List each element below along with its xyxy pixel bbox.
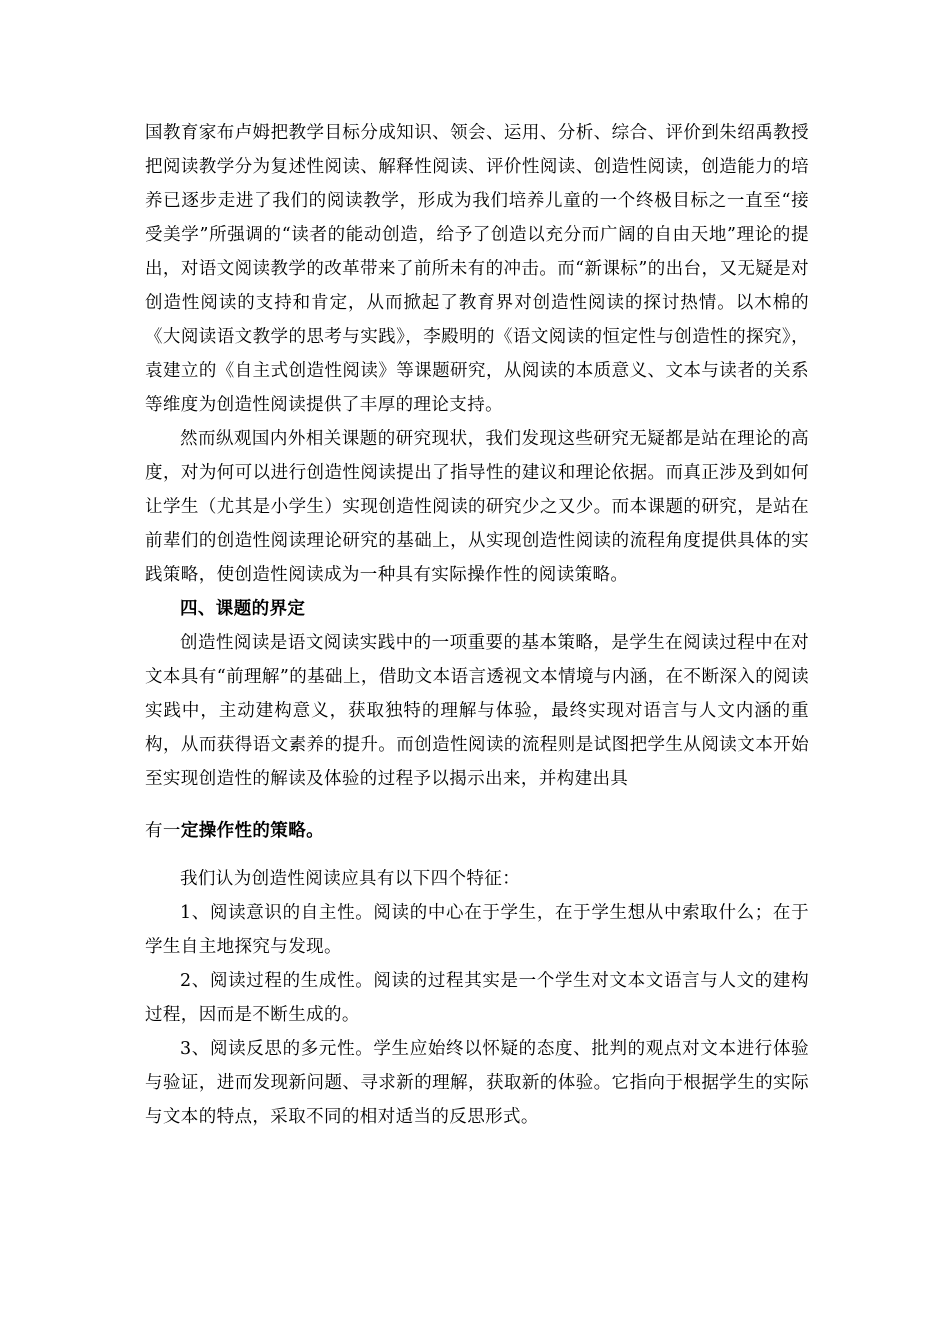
paragraph-definition-tail xyxy=(145,814,809,848)
paragraph-features-intro: 我们认为创造性阅读应具有以下四个特征： xyxy=(180,869,521,889)
paragraph-definition: 创造性阅读是语文阅读实践中的一项重要的基本策略，是学生在阅读过程中在对文本具有“前理解”的基础上，借助文本语言透视文本情境与内涵，在不断深入的阅读实践中，主动建构意义，获取独特的理解与体验，最终实现对语言与人文内涵的重构，从而获得语文素养的提升。而创造性阅读的流程则是试图把学生从阅读文本开始至实现创造性的解读及体验的过程予以揭示出来，并构建出具 xyxy=(145,633,809,789)
paragraph-feature-1: 1、阅读意识的自主性。阅读的中心在于学生，在于学生想从中索取什么；在于学生自主地探究与发现。 xyxy=(145,903,809,957)
document-page xyxy=(145,116,809,1134)
paragraph-feature-2: 2、阅读过程的生成性。阅读的过程其实是一个学生对文本文语言与人文的建构过程，因而是不断生成的。 xyxy=(145,971,809,1025)
paragraph-research-status: 然而纵观国内外相关课题的研究现状，我们发现这些研究无疑都是站在理论的高度，对为何可以进行创造性阅读提出了指导性的建议和理论依据。而真正涉及到如何让学生（尤其是小学生）实现创造性阅读的研究少之又少。而本课题的研究，是站在前辈们的创造性阅读理论研究的基础上，从实现创造性阅读的流程角度提供具体的实践策略，使创造性阅读成为一种具有实际操作性的阅读策略。 xyxy=(145,429,809,585)
section-heading-definition: 四、课题的界定 xyxy=(180,599,306,619)
tail-text-bold: 定操作性的策略。 xyxy=(180,821,325,841)
paragraph-background: 国教育家布卢姆把教学目标分成知识、领会、运用、分析、综合、评价到朱绍禹教授把阅读教学分为复述性阅读、解释性阅读、评价性阅读、创造性阅读，创造能力的培养已逐步走进了我们的阅读教学，形成为我们培养儿童的一个终极目标之一直至“接受美学”所强调的“读者的能动创造，给予了创造以充分而广阔的自由天地”理论的提出，对语文阅读教学的改革带来了前所未有的冲击。而“新课标”的出台，又无疑是对创造性阅读的支持和肯定，从而掀起了教育界对创造性阅读的探讨热情。以木棉的《大阅读语文教学的思考与实践》，李殿明的《语文阅读的恒定性与创造性的探究》，袁建立的《自主式创造性阅读》等课题研究，从阅读的本质意义、文本与读者的关系等维度为创造性阅读提供了丰厚的理论支持。 xyxy=(145,123,809,415)
paragraph-feature-3: 3、阅读反思的多元性。学生应始终以怀疑的态度、批判的观点对文本进行体验与验证，进而发现新问题、寻求新的理解，获取新的体验。它指向于根据学生的实际与文本的特点，采取不同的相对适当的反思形式。 xyxy=(145,1039,809,1127)
tail-text-plain: 有一 xyxy=(145,821,181,841)
paragraph-spacer xyxy=(145,848,809,862)
